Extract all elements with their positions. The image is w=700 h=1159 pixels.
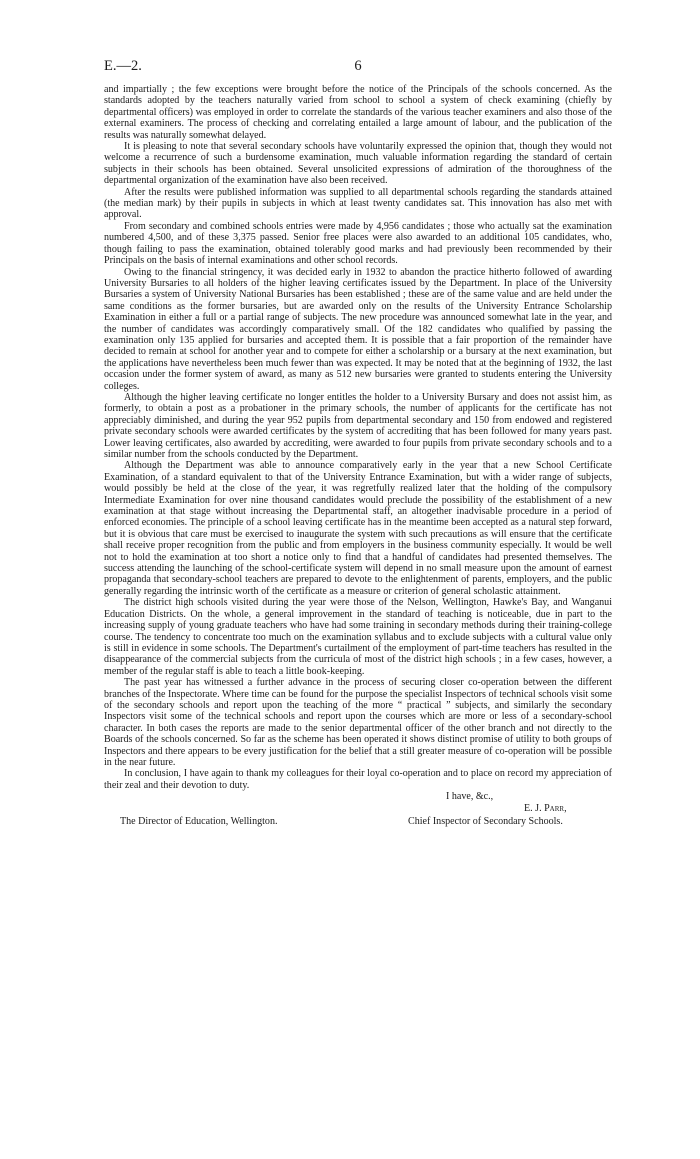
addressee: The Director of Education, Wellington.	[120, 816, 278, 828]
paragraph: The district high schools visited during the year were those of the Nelson, Wellington, Hawke's Bay, and Wanganui Education Districts. On the whole, a general improvement in the standard of teaching is noticeable, due in part to the increasing supply of young graduate teachers who have had some training in secondary methods during their training-college course. The tendency to concentrate too much on the examination syllabus and to exclude subjects with a cultural value only is still in evidence in some schools. The Department's curtailment of the employment of part-time teachers has resulted in the disappearance of the commercial subjects from the curricula of most of the district high schools ; in a few cases, however, a member of the regular staff is able to teach a little book-keeping.	[104, 597, 612, 677]
signatory-name: E. J. Parr,	[524, 803, 567, 815]
paragraph: After the results were published information was supplied to all departmental schools regarding the standards attained (the median mark) by their pupils in subjects in which at least twenty candidates sat. This innovation has also met with approval.	[104, 186, 612, 221]
page-number: 6	[354, 58, 362, 74]
document-body	[104, 84, 612, 836]
closing-salutation: I have, &c.,	[446, 791, 494, 803]
paragraph-continuation: and impartially ; the few exceptions were brought before the notice of the Principals of the schools concerned. As the standards adopted by the teachers naturally varied from school to school a system of check examining (chiefly by departmental officers) was employed in order to correlate the standards of the various teacher examiners and also those of the external examiners. The process of checking and correlating entailed a large amount of labour, and the publication of the results was naturally somewhat delayed.	[104, 84, 612, 141]
page-header	[104, 58, 612, 78]
signature-block	[104, 791, 612, 836]
paragraph: Owing to the financial stringency, it was decided early in 1932 to abandon the practice hitherto followed of awarding University Bursaries to all holders of the higher leaving certificates issued by the Department. In place of the University Bursaries a system of University National Bursaries has been established ; these are of the same value and are held under the same conditions as the former bursaries, but are awarded only on the results of the University Entrance Scholarship Examination in either a full or a partial range of subjects. The new procedure was announced somewhat late in the year, and the number of candidates was accordingly comparatively small. Of the 182 candidates who qualified by passing the examination only 135 applied for bursaries and accepted them. It is possible that a fair proportion of the remainder have decided to remain at school for another year and to compete for either a scholarship or a bursary at the next examination, but the applications have nevertheless been much fewer than was expected. It may be noted that at the beginning of 1932, the last occasion under the former system of award, as many as 512 new bursaries were granted to students entering the University colleges.	[104, 266, 612, 392]
document-reference: E.—2.	[104, 58, 142, 74]
paragraph-conclusion: In conclusion, I have again to thank my colleagues for their loyal co-operation and to place on record my appreciation of their zeal and their devotion to duty.	[104, 768, 612, 791]
paragraph: From secondary and combined schools entries were made by 4,956 candidates ; those who actually sat the examination numbered 4,500, and of these 3,375 passed. Senior free places were also awarded to an additional 105 candidates, who, though failing to pass the examination, obtained tolerably good marks and had previously been recommended by their Principals on the basis of internal examinations and other school records.	[104, 220, 612, 267]
paragraph: It is pleasing to note that several secondary schools have voluntarily expressed the opinion that, though they would not welcome a recurrence of such a burdensome examination, much valuable information regarding the standard of certain subjects in their schools has been obtained. Several unsolicited expressions of admiration of the thoroughness of the departmental organization of the examination have also been received.	[104, 141, 612, 187]
paragraph: Although the higher leaving certificate no longer entitles the holder to a University Bursary and does not assist him, as formerly, to obtain a post as a probationer in the primary schools, the number of applicants for the certificate has not appreciably diminished, and during the year 952 pupils from departmental secondary and 150 from endowed and registered private secondary schools were awarded certificates by the system of accrediting that has been followed for many years past. Lower leaving certificates, also awarded by accrediting, were awarded to four pupils from private secondary schools and to a similar number from the schools conducted by the Department.	[104, 391, 612, 460]
paragraph: Although the Department was able to announce comparatively early in the year that a new School Certificate Examination, of a standard equivalent to that of the University Entrance Examination, but with a wider range of subjects, would possibly be held at the close of the year, it was regretfully realized later that the holding of the compulsory Intermediate Examination for over nine thousand candidates would preclude the possibility of the establishment of a new examination at that stage without increasing the Departmental staff, an altogether inadvisable procedure in a period of enforced economies. The principle of a school leaving certificate has in the meantime been accepted as a natural step forward, but it is obvious that care must be exercised to inaugurate the system with such precautions as will ensure that the certificate shall receive proper recognition from the public and from employers in the business community especially. It would be well not to hold the examination at too short a notice only to find that a handful of candidates had presented themselves. The success attending the launching of the school-certificate system will depend in no small measure upon the amount of earnest propaganda that secondary-school teachers are prepared to devote to the enlightenment of parents, employers, and the public generally regarding the intrinsic worth of the certificate as a measure or criterion of general scholastic attainment.	[104, 460, 612, 597]
paragraph: The past year has witnessed a further advance in the process of securing closer co-operation between the different branches of the Inspectorate. Where time can be found for the purpose the specialist Inspectors of technical schools visit some of the secondary schools and report upon the teaching of the more “ practical ” subjects, and similarly the secondary Inspectors visit some of the technical schools and report upon the courses which are more or less of a secondary-school character. In both cases the reports are made to the senior departmental officer of the other branch and not directly to the Boards of the schools concerned. So far as the scheme has been operated it shows distinct promise of utility to both groups of Inspectors and there appears to be every justification for the belief that a still greater measure of co-operation will be possible in the near future.	[104, 677, 612, 768]
signatory-title: Chief Inspector of Secondary Schools.	[408, 816, 563, 828]
